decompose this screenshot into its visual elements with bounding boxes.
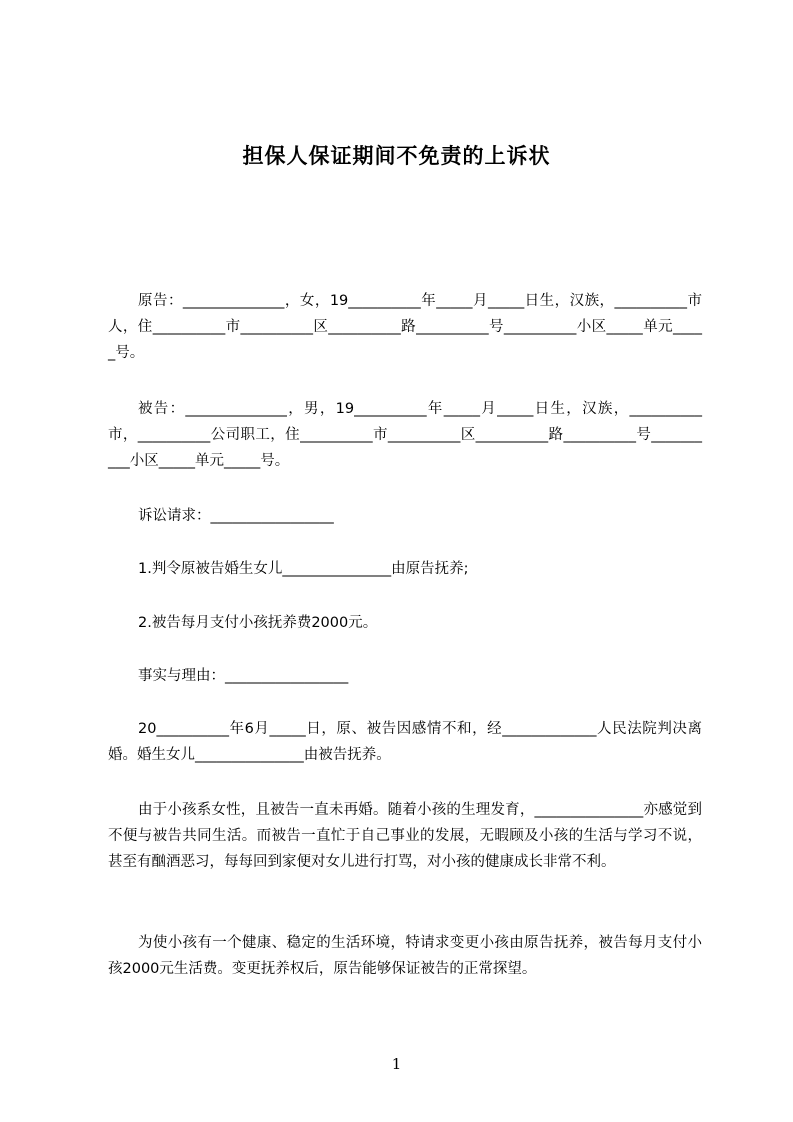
facts-heading: 事实与理由：_________________ xyxy=(138,668,349,684)
plaintiff-info-paragraph: 原告：______________，女，19__________年_____月_____日生，汉族，__________市人，住__________市__________区__________路__________号__________小区_____单元_____号。 xyxy=(108,293,702,361)
claims-heading: 诉讼请求：_________________ xyxy=(138,508,334,524)
document-title: 担保人保证期间不免责的上诉状 xyxy=(242,144,551,168)
facts-paragraph-1: 20__________年6月_____日，原、被告因感情不和，经_____________人民法院判决离婚。婚生女儿_______________由被告抚养。 xyxy=(108,721,702,763)
facts-paragraph-2: 由于小孩系女性，且被告一直未再婚。随着小孩的生理发育，_______________亦感觉到不便与被告共同生活。而被告一直忙于自己事业的发展，无暇顾及小孩的生活与学习不说，甚至有酗酒恶习，每每回到家便对女儿进行打骂，对小孩的健康成长非常不利。 xyxy=(108,802,702,870)
claim-item-2: 2.被告每月支付小孩抚养费2000元。 xyxy=(138,615,378,631)
page-number: 1 xyxy=(391,1055,402,1073)
facts-paragraph-3: 为使小孩有一个健康、稳定的生活环境，特请求变更小孩由原告抚养，被告每月支付小孩2000元生活费。变更抚养权后，原告能够保证被告的正常探望。 xyxy=(108,935,702,977)
claim-item-1: 1.判令原被告婚生女儿_______________由原告抚养; xyxy=(138,561,469,577)
defendant-info-paragraph: 被告：______________，男，19__________年_____月_____日生，汉族，__________市，__________公司职工，住__________市__________区__________路__________号__________小区_____单元_____号。 xyxy=(108,401,702,469)
